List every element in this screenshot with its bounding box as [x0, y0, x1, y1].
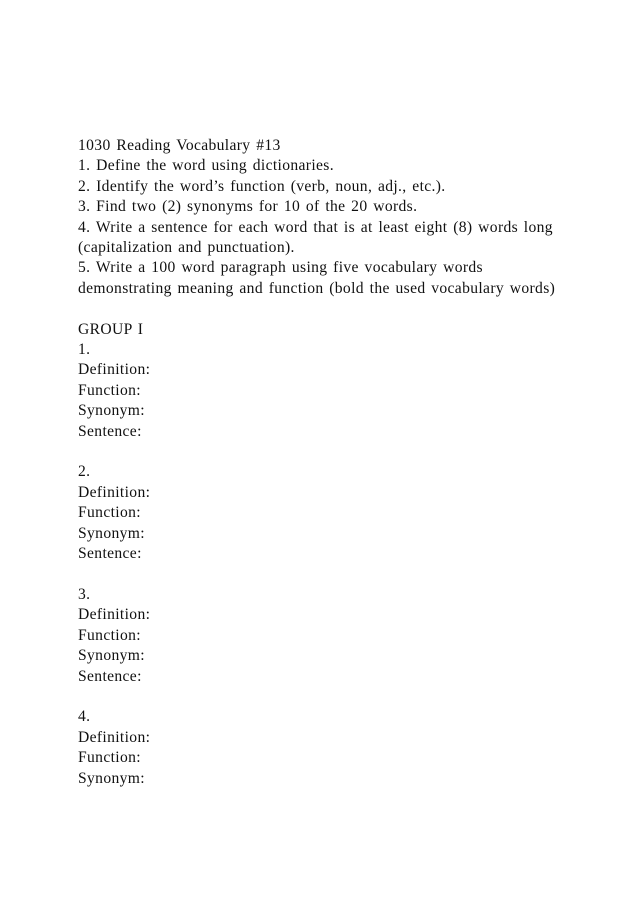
- instruction-4: 4. Write a sentence for each word that is at least eight (8) words long (capitalization and punctuation).: [78, 218, 553, 257]
- synonym-label: Synonym:: [78, 647, 145, 665]
- instruction-5: 5. Write a 100 word paragraph using five vocabulary words demonstrating meaning and function (bold the used vocabulary words): [78, 259, 556, 297]
- definition-label: Definition:: [78, 606, 151, 624]
- vocab-entry-3: [78, 585, 568, 687]
- sentence-label: Sentence:: [78, 667, 142, 685]
- definition-label: Definition:: [78, 483, 151, 501]
- function-label: Function:: [78, 381, 141, 399]
- instruction-3: 3. Find two (2) synonyms for 10 of the 20 words.: [78, 198, 418, 216]
- sentence-label: Sentence:: [78, 422, 142, 440]
- synonym-label: Synonym:: [78, 524, 145, 542]
- vocab-entry-1: [78, 340, 568, 442]
- synonym-label: Synonym:: [78, 769, 145, 787]
- spacer: [78, 565, 568, 585]
- spacer: [78, 687, 568, 707]
- sentence-label: Sentence:: [78, 545, 142, 563]
- entry-number: 1.: [78, 341, 91, 359]
- document-page: [78, 136, 568, 789]
- document-title: 1030 Reading Vocabulary #13: [78, 137, 281, 154]
- synonym-label: Synonym:: [78, 402, 145, 420]
- spacer: [78, 442, 568, 462]
- entry-number: 3.: [78, 585, 91, 603]
- vocab-entry-2: [78, 462, 568, 564]
- spacer: [78, 299, 568, 319]
- definition-label: Definition:: [78, 728, 151, 746]
- definition-label: Definition:: [78, 361, 151, 379]
- group-heading: GROUP I: [78, 320, 144, 338]
- function-label: Function:: [78, 749, 141, 767]
- function-label: Function:: [78, 626, 141, 644]
- vocab-entry-4: [78, 707, 568, 789]
- entry-number: 2.: [78, 463, 91, 481]
- instruction-2: 2. Identify the word’s function (verb, noun, adj., etc.).: [78, 177, 446, 195]
- instruction-1: 1. Define the word using dictionaries.: [78, 157, 334, 175]
- function-label: Function:: [78, 504, 141, 522]
- entry-number: 4.: [78, 708, 91, 726]
